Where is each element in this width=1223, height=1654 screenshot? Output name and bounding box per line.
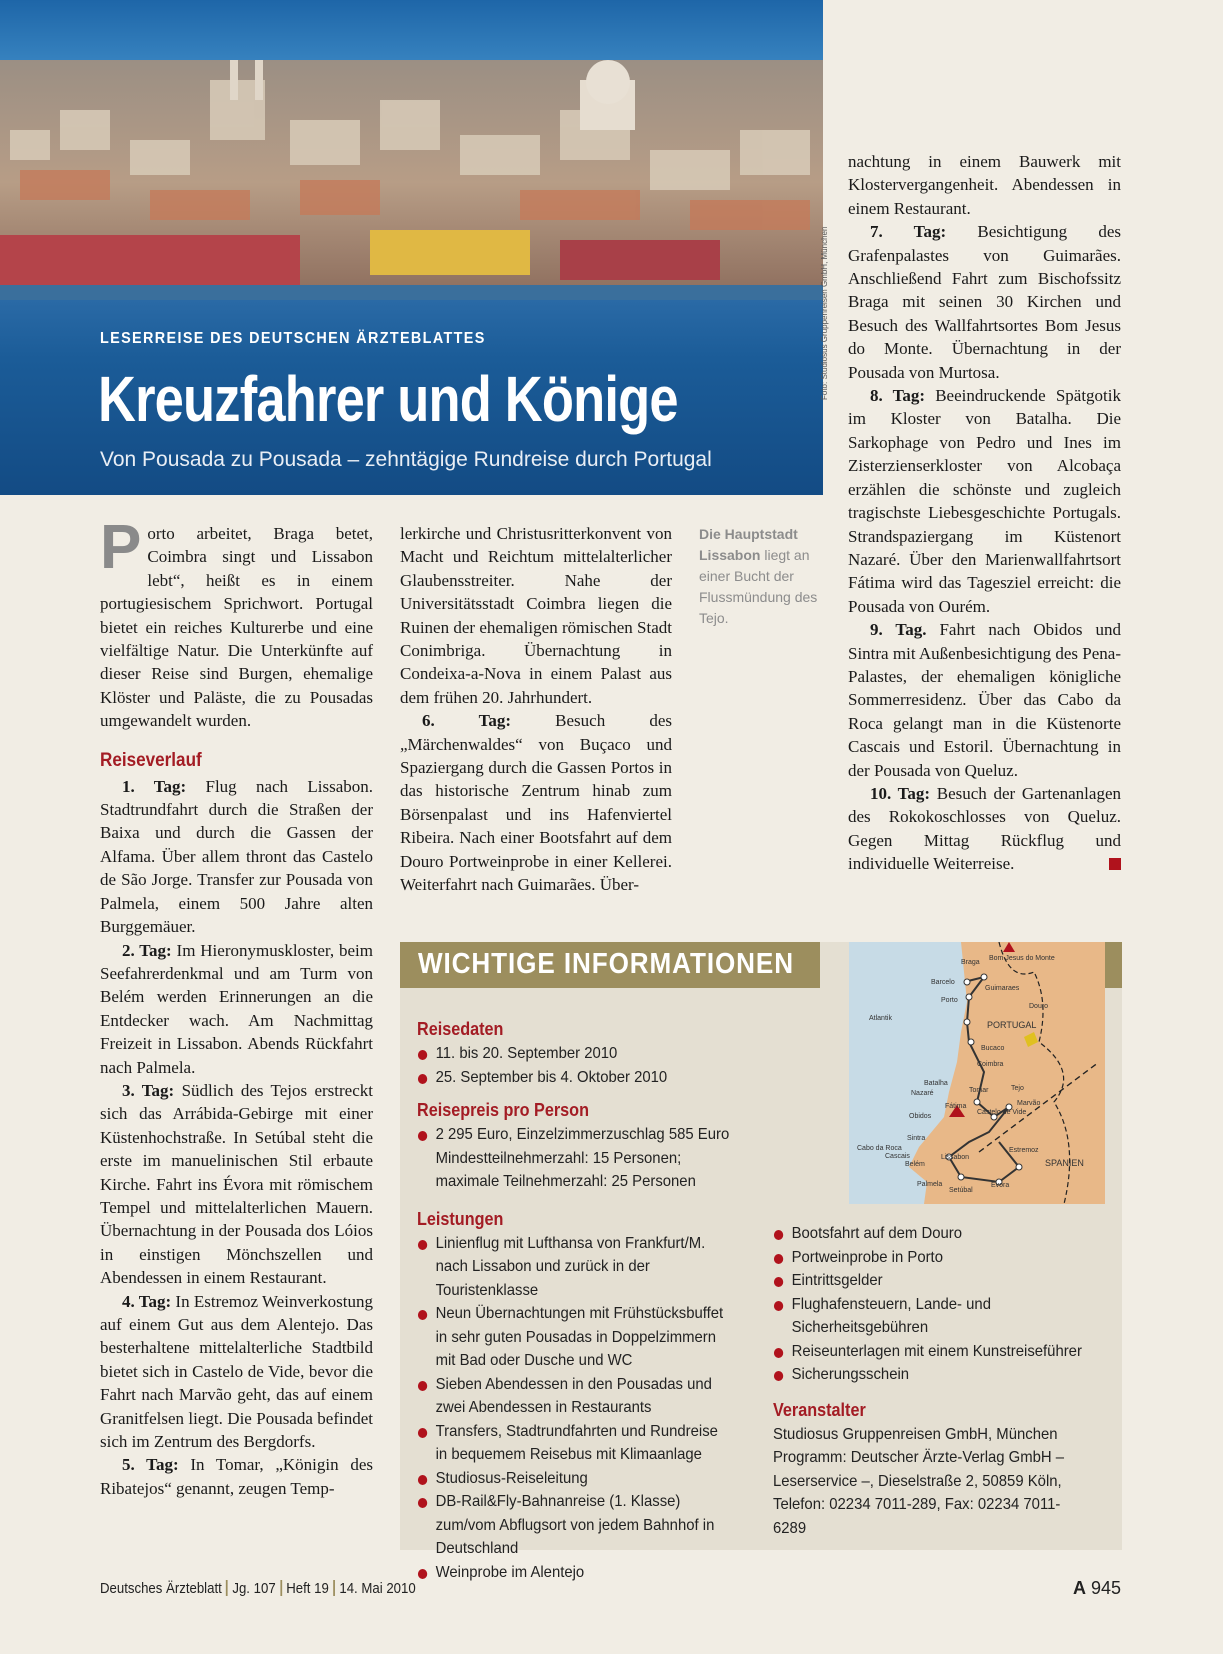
day-paragraph: 9. Tag. Fahrt nach Obidos und Sintra mit Außenbesichtigung des Pena-Palastes, der ehemaligen königliche Sommerresidenz. Über das Cabo da Roca gelangt man in die Küstenorte Cascais und Estoril. Übernachtung in der Pousada von Queluz. [848, 620, 1121, 780]
article-title: Kreuzfahrer und Könige [98, 363, 678, 435]
list-item: Flughafensteuern, Lande- und Sicherheitsgebühren [773, 1293, 1089, 1340]
list-item: Eintrittsgelder [773, 1269, 1089, 1293]
list-item: 2 295 Euro, Einzelzimmerzuschlag 585 Euro Mindestteilnehmerzahl: 15 Personen; maximale Teilnehmerzahl: 25 Personen [417, 1123, 733, 1194]
article-column-3 [848, 150, 1121, 876]
list-item: Linienflug mit Lufthansa von Frankfurt/M. nach Lissabon und zurück in der Touristenklasse [417, 1232, 733, 1303]
journal-name: Deutsches Ärzteblatt [100, 1580, 222, 1597]
photo-caption: Die Hauptstadt Lissabon liegt an einer Bucht der Flussmündung des Tejo. [699, 526, 818, 626]
reisedaten-list [417, 1042, 757, 1089]
list-item: 25. September bis 4. Oktober 2010 [417, 1066, 733, 1090]
photo-credit: Foto: Studiosus Gruppenreisen GmbH, München [820, 226, 829, 400]
reisedaten-heading: Reisedaten [417, 1019, 504, 1039]
leistungen-heading: Leistungen [417, 1208, 504, 1229]
day-paragraph: 6. Tag: Besuch des „Märchenwaldes“ von Buçaco und Spaziergang durch die Gassen Portos in das historische Zentrum hinab zum Börsenpalast und ins Hafenviertel Ribeira. Nach einer Bootsfahrt auf dem Douro Portweinprobe in einer Kellerei. Weiterfahrt nach Guimarães. Über- [400, 711, 672, 895]
list-item: Sieben Abendessen in den Pousadas und zwei Abendessen in Restaurants [417, 1373, 733, 1420]
veranstalter-text: Studiosus Gruppenreisen GmbH, München [773, 1425, 1058, 1443]
day-paragraph: 5. Tag: In Tomar, „Königin des Ribatejos“ genannt, zeugen Temp- [100, 1455, 373, 1498]
svg-text:SPANIEN: SPANIEN [1045, 1158, 1084, 1168]
info-right-column [773, 1222, 1113, 1540]
article-kicker: LESERREISE DES DEUTSCHEN ÄRZTEBLATTES [100, 330, 486, 347]
list-item: Neun Übernachtungen mit Frühstücksbuffet in sehr guten Pousadas in Doppelzimmern mit Bad oder Dusche und WC [417, 1302, 733, 1373]
svg-text:Évora: Évora [991, 1182, 1010, 1189]
svg-text:Marvão: Marvão [1017, 1100, 1041, 1107]
svg-text:Setúbal: Setúbal [949, 1187, 973, 1194]
footer-divider [226, 1580, 228, 1596]
svg-text:Estremoz: Estremoz [1009, 1147, 1039, 1154]
route-map [849, 942, 1105, 1204]
day-paragraph: 4. Tag: In Estremoz Weinverkostung auf einem Gut aus dem Alentejo. Das besterhaltene mittelalterliche Stadtbild bietet sich in Castelo de Vide, bevor die Fahrt nach Marvão geht, das auf einem Granitfelsen liegt. Die Pousada befindet sich im Zentrum des Bergdorfs. [100, 1291, 373, 1452]
day-paragraph: 3. Tag: Südlich des Tejos erstreckt sich das Arrábida-Gebirge mit einer Küstenhochstraße. In Setúbal steht die erste im manuelinischen Stil erbaute Kirche. Fahrt ins Évora mit römischem Tempel und mittelalterlichen Mauern. Übernachtung in der Pousada dos Lóios in einstigen Mönchszellen und Abendessen in einem Restaurant. [100, 1080, 373, 1288]
list-item: Portweinprobe in Porto [773, 1246, 1089, 1270]
article-subtitle: Von Pousada zu Pousada – zehntägige Rundreise durch Portugal [100, 448, 712, 471]
svg-text:PORTUGAL: PORTUGAL [987, 1020, 1037, 1030]
svg-text:Guimaraes: Guimaraes [985, 985, 1020, 992]
day-paragraph: 1. Tag: Flug nach Lissabon. Stadtrundfahrt durch die Straßen der Baixa und durch die Gassen der Alfama. Über allem thront das Castelo de São Jorge. Transfer zur Pousada von Palmela, einem 500 Jahre alten Burggemäuer. [100, 776, 373, 937]
list-item: Bootsfahrt auf dem Douro [773, 1222, 1089, 1246]
svg-text:Fátima: Fátima [945, 1103, 967, 1110]
leistungen-list-continued [773, 1222, 1113, 1387]
svg-text:Obidos: Obidos [909, 1113, 932, 1120]
day-paragraph-continued: nachtung in einem Bauwerk mit Klostervergangenheit. Abendessen in einem Restaurant. [848, 152, 1121, 218]
article-column-2 [400, 522, 672, 897]
list-item: Studiosus-Reiseleitung [417, 1467, 733, 1491]
end-mark-icon [1109, 858, 1121, 870]
drop-cap: P [100, 513, 142, 582]
day-paragraph: 2. Tag: Im Hieronymuskloster, beim Seefahrerdenkmal und am Turm von Belém werden Erinnerungen an die Entdecker wach. Am Nachmittag Freizeit in Lissabon. Abends Rückfahrt nach Palmela. [100, 940, 373, 1077]
list-item: 11. bis 20. September 2010 [417, 1042, 733, 1066]
day-paragraph-continued: lerkirche und Christusritterkonvent von Macht und Reichtum mittelalterlicher Glaubensstreiter. Nahe der Universitätsstadt Coimbra liegen die Ruinen der ehemaligen römischen Stadt Conimbriga. Übernachtung in Condeixa-a-Nova in einem Palast aus dem frühen 20. Jahrhundert. [400, 524, 672, 707]
svg-text:Castelo de Vide: Castelo de Vide [977, 1109, 1027, 1116]
list-item: Sicherungsschein [773, 1363, 1089, 1387]
list-item: Weinprobe im Alentejo [417, 1561, 733, 1585]
svg-text:Braga: Braga [961, 959, 980, 966]
info-box-header [400, 942, 820, 988]
svg-text:Cascais: Cascais [885, 1153, 910, 1160]
list-item: Reiseunterlagen mit einem Kunstreiseführer [773, 1340, 1089, 1364]
svg-text:Barcelo: Barcelo [931, 979, 955, 986]
page-number: A 945 [1073, 1578, 1122, 1598]
footer-divider [333, 1580, 335, 1596]
svg-text:Douro: Douro [1029, 1003, 1049, 1010]
programm-text: Programm: Deutscher Ärzte-Verlag GmbH – Leserservice –, Dieselstraße 2, 50859 Köln, Telefon: 02234 7011-289, Fax: 02234 7011-6289 [773, 1449, 1065, 1537]
svg-text:Porto: Porto [941, 997, 958, 1004]
svg-text:Cabo da Roca: Cabo da Roca [857, 1145, 902, 1152]
footer-divider [280, 1580, 282, 1596]
journal-issue: Heft 19 [286, 1580, 329, 1597]
svg-text:Batalha: Batalha [924, 1080, 948, 1087]
svg-text:Atlantik: Atlantik [869, 1015, 892, 1022]
page-footer [100, 1580, 416, 1597]
svg-text:Tejo: Tejo [1011, 1085, 1024, 1092]
svg-text:Belém: Belém [905, 1161, 925, 1168]
day-paragraph: 10. Tag: Besuch der Gartenanlagen des Rokokoschlosses von Queluz. Gegen Mittag Rückflug und individuelle Weiterreise. [848, 783, 1121, 874]
section-heading-reiseverlauf: Reiseverlauf [100, 749, 202, 771]
article-column-1 [100, 513, 373, 1500]
list-item: Transfers, Stadtrundfahrten und Rundreise in bequemem Reisebus mit Klimaanlage [417, 1420, 733, 1467]
journal-volume: Jg. 107 [232, 1580, 276, 1597]
info-box-title: WICHTIGE INFORMATIONEN [418, 948, 794, 980]
svg-text:Nazaré: Nazaré [911, 1090, 934, 1097]
lisbon-cityscape-image [0, 40, 823, 305]
svg-text:Bom Jesus do Monte: Bom Jesus do Monte [989, 955, 1055, 962]
svg-text:Bucaco: Bucaco [981, 1045, 1005, 1052]
reisepreis-list [417, 1123, 757, 1194]
article-intro: orto arbeitet, Braga betet, Coimbra singt und Lissabon lebt“, heißt es in einem portugiesischem Sprichwort. Portugal bietet ein reiches Kulturerbe und eine vielfältige Natur. Die Unterkünfte auf dieser Reise sind Burgen, ehemalige Klöster und Paläste, die zu Pousadas umgewandelt wurden. [100, 524, 373, 731]
svg-text:Palmela: Palmela [917, 1181, 943, 1188]
svg-text:Tomar: Tomar [969, 1087, 989, 1094]
svg-text:Sintra: Sintra [907, 1135, 926, 1142]
day-paragraph: 8. Tag: Beeindruckende Spätgotik im Kloster von Batalha. Die Sarkophage von Pedro und Ines im Zisterzienserkloster von Alcobaça erzählen die schönste und zugleich tragischste Liebesgeschichte Portugals. Strandspaziergang im Küstenort Nazaré. Über den Marienwallfahrtsort Fátima wird das Tagesziel erreicht: die Pousada von Ourém. [848, 386, 1121, 616]
list-item: DB-Rail&Fly-Bahnanreise (1. Klasse) zum/vom Abflugsort von jedem Bahnhof in Deutschland [417, 1490, 733, 1561]
reisepreis-heading: Reisepreis pro Person [417, 1100, 589, 1120]
svg-text:Lissabon: Lissabon [941, 1154, 970, 1161]
journal-date: 14. Mai 2010 [339, 1580, 416, 1597]
day-paragraph: 7. Tag: Besichtigung des Grafenpalastes von Guimarães. Anschließend Fahrt zum Bischofssitz Braga mit seinen 30 Kirchen und Besuch des Wallfahrtsortes Bom Jesus do Monte. Übernachtung in der Pousada von Murtosa. [848, 222, 1121, 382]
svg-text:Coimbra: Coimbra [977, 1061, 1004, 1068]
leistungen-list [417, 1232, 757, 1585]
info-left-column [417, 1008, 757, 1584]
veranstalter-heading: Veranstalter [773, 1399, 866, 1420]
